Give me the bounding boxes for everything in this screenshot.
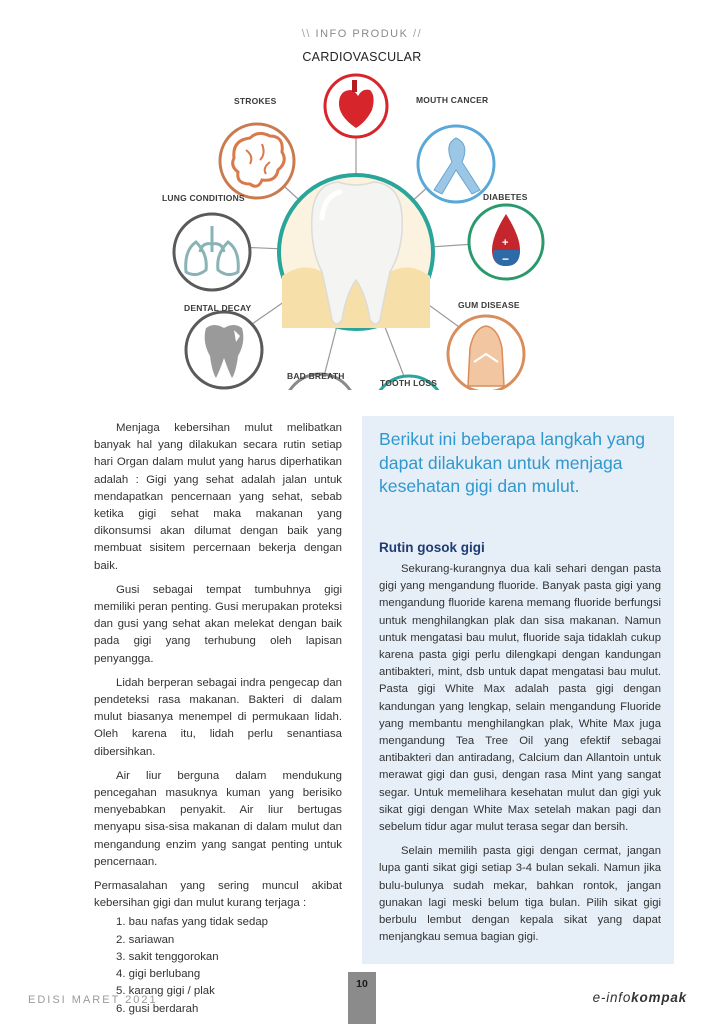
list-item: 5. karang gigi / plak [116, 985, 215, 998]
panel-body [379, 561, 661, 953]
paragraph-teeth: Menjaga kebersihan mulut melibatkan banyak hal yang dilakukan secara rutin setiap hari Organ dalam mulut yang harus diperhatikan adalah : Gigi yang sehat adalah jalan untuk mendapatkan pencernaan yang sehat, sebab ketika gigi sehat maka makanan yang dikonsumsi akan dilumat dengan baik yang membuat sisitem percernaan bekerja dengan baik. [94, 422, 342, 572]
list-item: 1. bau nafas yang tidak sedap [116, 916, 268, 929]
list-item: 3. sakit tenggorokan [116, 950, 219, 963]
label-strokes: STROKES [234, 96, 277, 106]
tips-panel [362, 416, 674, 964]
panel-paragraph-toothbrush: Selain memilih pasta gigi dengan cermat, jangan lupa ganti sikat gigi setiap 3-4 bulan sekali. Namun jika bulu-bulunya sudah mekar, bahkan rontok, jangan gunakan lagi meski belum tiga bulan. Pilih sikat gigi berbulu lembut dengan kepala sikat yang dapat menjangkau semua bagian gigi. [379, 845, 661, 944]
label-gum-disease: GUM DISEASE [458, 300, 520, 310]
page-number: 10 [356, 978, 368, 990]
brand-bold: kompak [631, 990, 687, 1005]
figure-title: CARDIOVASCULAR [302, 50, 422, 64]
label-diabetes: DIABETES [483, 192, 528, 202]
paragraph-gums: Gusi sebagai tempat tumbuhnya gigi memiliki peran penting. Gusi merupakan proteksi dan gusi yang sehat akan melekat dengan baik pada gigi yang terhubung oleh lapisan penyangga. [94, 583, 342, 665]
list-item: 2. sariawan [116, 933, 175, 946]
brand-prefix: e-info [592, 990, 632, 1005]
list-item: 6. gusi berdarah [116, 1002, 199, 1015]
left-column [94, 420, 342, 1018]
page-number-bar [348, 972, 376, 1024]
svg-text:−: − [502, 252, 510, 266]
label-dental-decay: DENTAL DECAY [184, 303, 252, 313]
illustration-graphic [162, 66, 545, 390]
label-mouth-cancer: MOUTH CANCER [416, 95, 489, 105]
panel-lead-text: Berikut ini beberapa langkah yang dapat dilakukan untuk menjaga kesehatan gigi dan mulut. [379, 429, 646, 496]
section-header [0, 28, 724, 40]
list-item: 4. gigi berlubang [116, 968, 201, 981]
svg-text:+: + [502, 237, 509, 249]
paragraph-saliva: Air liur berguna dalam mendukung pencegahan masuknya kuman yang berisiko menyebabkan penyakit. Air liur bertugas menyapu sisa-sisa makanan di dalam mulut dan mengandung enzim yang sangat penting untuk pencernaan. [94, 769, 342, 868]
label-lung-conditions: LUNG CONDITIONS [162, 193, 245, 203]
oral-health-illustration [162, 66, 545, 390]
header-slash-right: // [413, 28, 423, 40]
label-bad-breath: BAD BREATH [287, 371, 345, 381]
panel-paragraph-toothpaste: Sekurang-kurangnya dua kali sehari dengan pasta gigi yang mengandung fluoride. Banyak pasta gigi yang mengandung fluoride karena memang fluoride berfungsi untuk menghilangkan plak dan sisa makanan. Namun untuk mengatasi bau mulut, fluoride saja tidaklah cukup karena pasta gigi perlu dilengkapi dengan kandungan antibakteri, mint, dsb untuk dapat mengatasi bau mulut. Pasta gigi White Max adalah pasta gigi dengan kandungan yang lengkap, selain mengandung Fluoride yang membantu menghilangkan plak, White Max juga mengandung Tea Tree Oil yang efektif sebagai antibakteri dan antiradang, Calcium dan Allantoin untuk merawat gigi dan gusi, dengan rasa Mint yang sangat segar. Untuk memelihara kesehatan mulut dan gigi yuk sikat gigi dengan White Max setelah makan pagi dan sebelum tidur agar mulut terasa segar dan bersih. [379, 563, 661, 834]
panel-heading: Rutin gosok gigi [379, 540, 485, 555]
problems-intro: Permasalahan yang sering muncul akibat kebersihan gigi dan mulut kurang terjaga : [94, 880, 342, 910]
brand-logo [593, 990, 687, 1005]
label-tooth-loss: TOOTH LOSS [380, 378, 438, 388]
paragraph-tongue: Lidah berperan sebagai indra pengecap dan pendeteksi rasa makanan. Bakteri di dalam mulut biasanya menempel di permukaan lidah. Oleh karena itu, lidah perlu senantiasa dibersihkan. [94, 676, 342, 758]
section-label: INFO PRODUK [315, 28, 409, 40]
edition-label: EDISI MARET 2021 [28, 994, 158, 1006]
header-slash-left: \\ [301, 28, 311, 40]
